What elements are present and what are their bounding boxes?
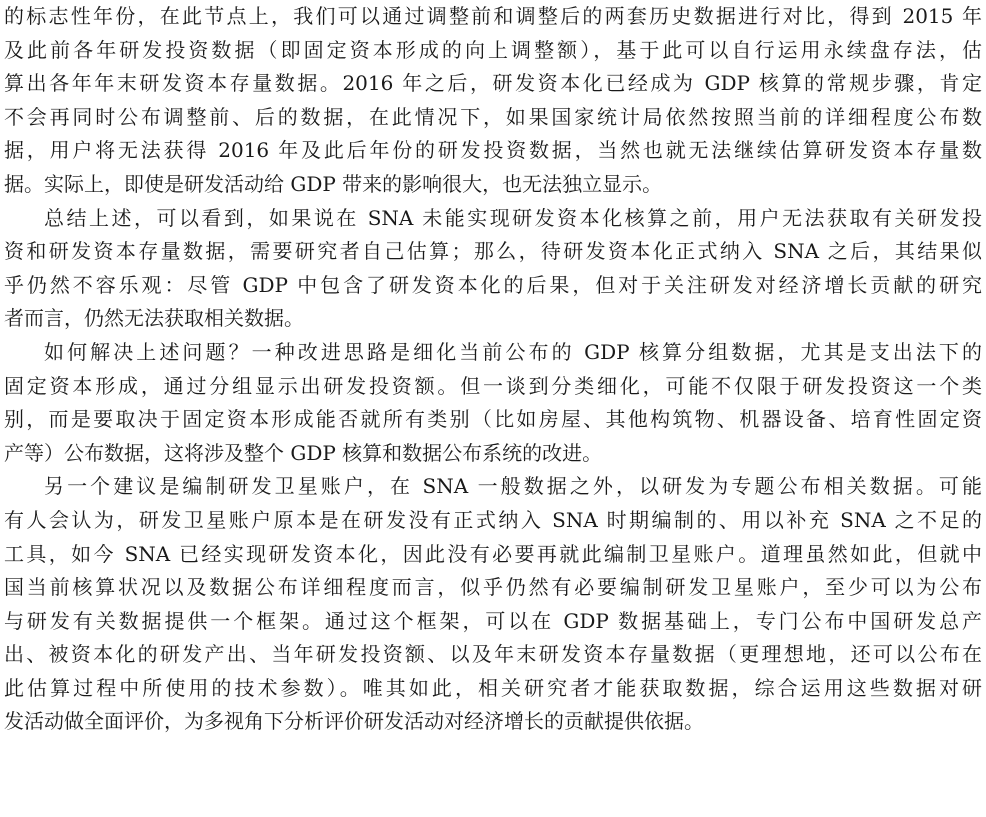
text-line: 乎仍然不容乐观：尽管 GDP 中包含了研发资本化的后果，但对于关注研发对经济增长贡献的研究 (4, 272, 982, 297)
text-line: 的标志性年份，在此节点上，我们可以通过调整前和调整后的两套历史数据进行对比，得到 2015 年 (4, 4, 982, 28)
text-line: 不会再同时公布调整前、后的数据，在此情况下，如果国家统计局依然按照当前的详细程度公布数 (4, 104, 982, 129)
text-line: 总结上述，可以看到，如果说在 SNA 未能实现研发资本化核算之前，用户无法获取有关研发投 (44, 205, 982, 230)
text-line: 与研发有关数据提供一个框架。通过这个框架，可以在 GDP 数据基础上，专门公布中国研发总产 (4, 608, 982, 633)
text-line: 别，而是要取决于固定资本形成能否就所有类别（比如房屋、其他构筑物、机器设备、培育性固定资 (4, 407, 982, 432)
text-line: 工具，如今 SNA 已经实现研发资本化，因此没有必要再就此编制卫星账户。道理虽然如此，但就中 (4, 541, 982, 566)
paragraph (4, 336, 982, 470)
text-line: 及此前各年研发投资数据（即固定资本形成的向上调整额），基于此可以自行运用永续盘存法，估 (4, 37, 982, 62)
text-line: 据。实际上，即使是研发活动给 GDP 带来的影响很大，也无法独立显示。 (4, 171, 663, 196)
text-line: 发活动做全面评价，为多视角下分析评价研发活动对经济增长的贡献提供依据。 (4, 709, 704, 734)
text-line: 有人会认为，研发卫星账户原本是在研发没有正式纳入 SNA 时期编制的、用以补充 SNA 之不足的 (4, 507, 982, 532)
paragraph (4, 470, 982, 739)
text-line: 另一个建议是编制研发卫星账户，在 SNA 一般数据之外，以研发为专题公布相关数据。可能 (44, 474, 982, 499)
text-line: 算出各年年末研发资本存量数据。2016 年之后，研发资本化已经成为 GDP 核算的常规步骤，肯定 (4, 71, 982, 96)
text-line: 者而言，仍然无法获取相关数据。 (4, 306, 304, 331)
text-line: 此估算过程中所使用的技术参数）。唯其如此，相关研究者才能获取数据，综合运用这些数据对研 (4, 675, 982, 700)
text-line: 据，用户将无法获得 2016 年及此后年份的研发投资数据，当然也就无法继续估算研发资本存量数 (4, 138, 982, 163)
text-line: 如何解决上述问题？一种改进思路是细化当前公布的 GDP 核算分组数据，尤其是支出法下的 (44, 339, 982, 364)
paragraph (4, 0, 982, 202)
text-line: 产等）公布数据，这将涉及整个 GDP 核算和数据公布系统的改进。 (4, 440, 603, 465)
text-line: 资和研发资本存量数据，需要研究者自己估算；那么，待研发资本化正式纳入 SNA 之后，其结果似 (4, 239, 982, 264)
text-line: 国当前核算状况以及数据公布详细程度而言，似乎仍然有必要编制研发卫星账户，至少可以为公布 (4, 575, 982, 600)
text-line: 固定资本形成，通过分组显示出研发投资额。但一谈到分类细化，可能不仅限于研发投资这一个类 (4, 373, 982, 398)
paragraph (4, 202, 982, 336)
text-line: 出、被资本化的研发产出、当年研发投资额、以及年末研发资本存量数据（更理想地，还可以公布在 (4, 642, 982, 667)
